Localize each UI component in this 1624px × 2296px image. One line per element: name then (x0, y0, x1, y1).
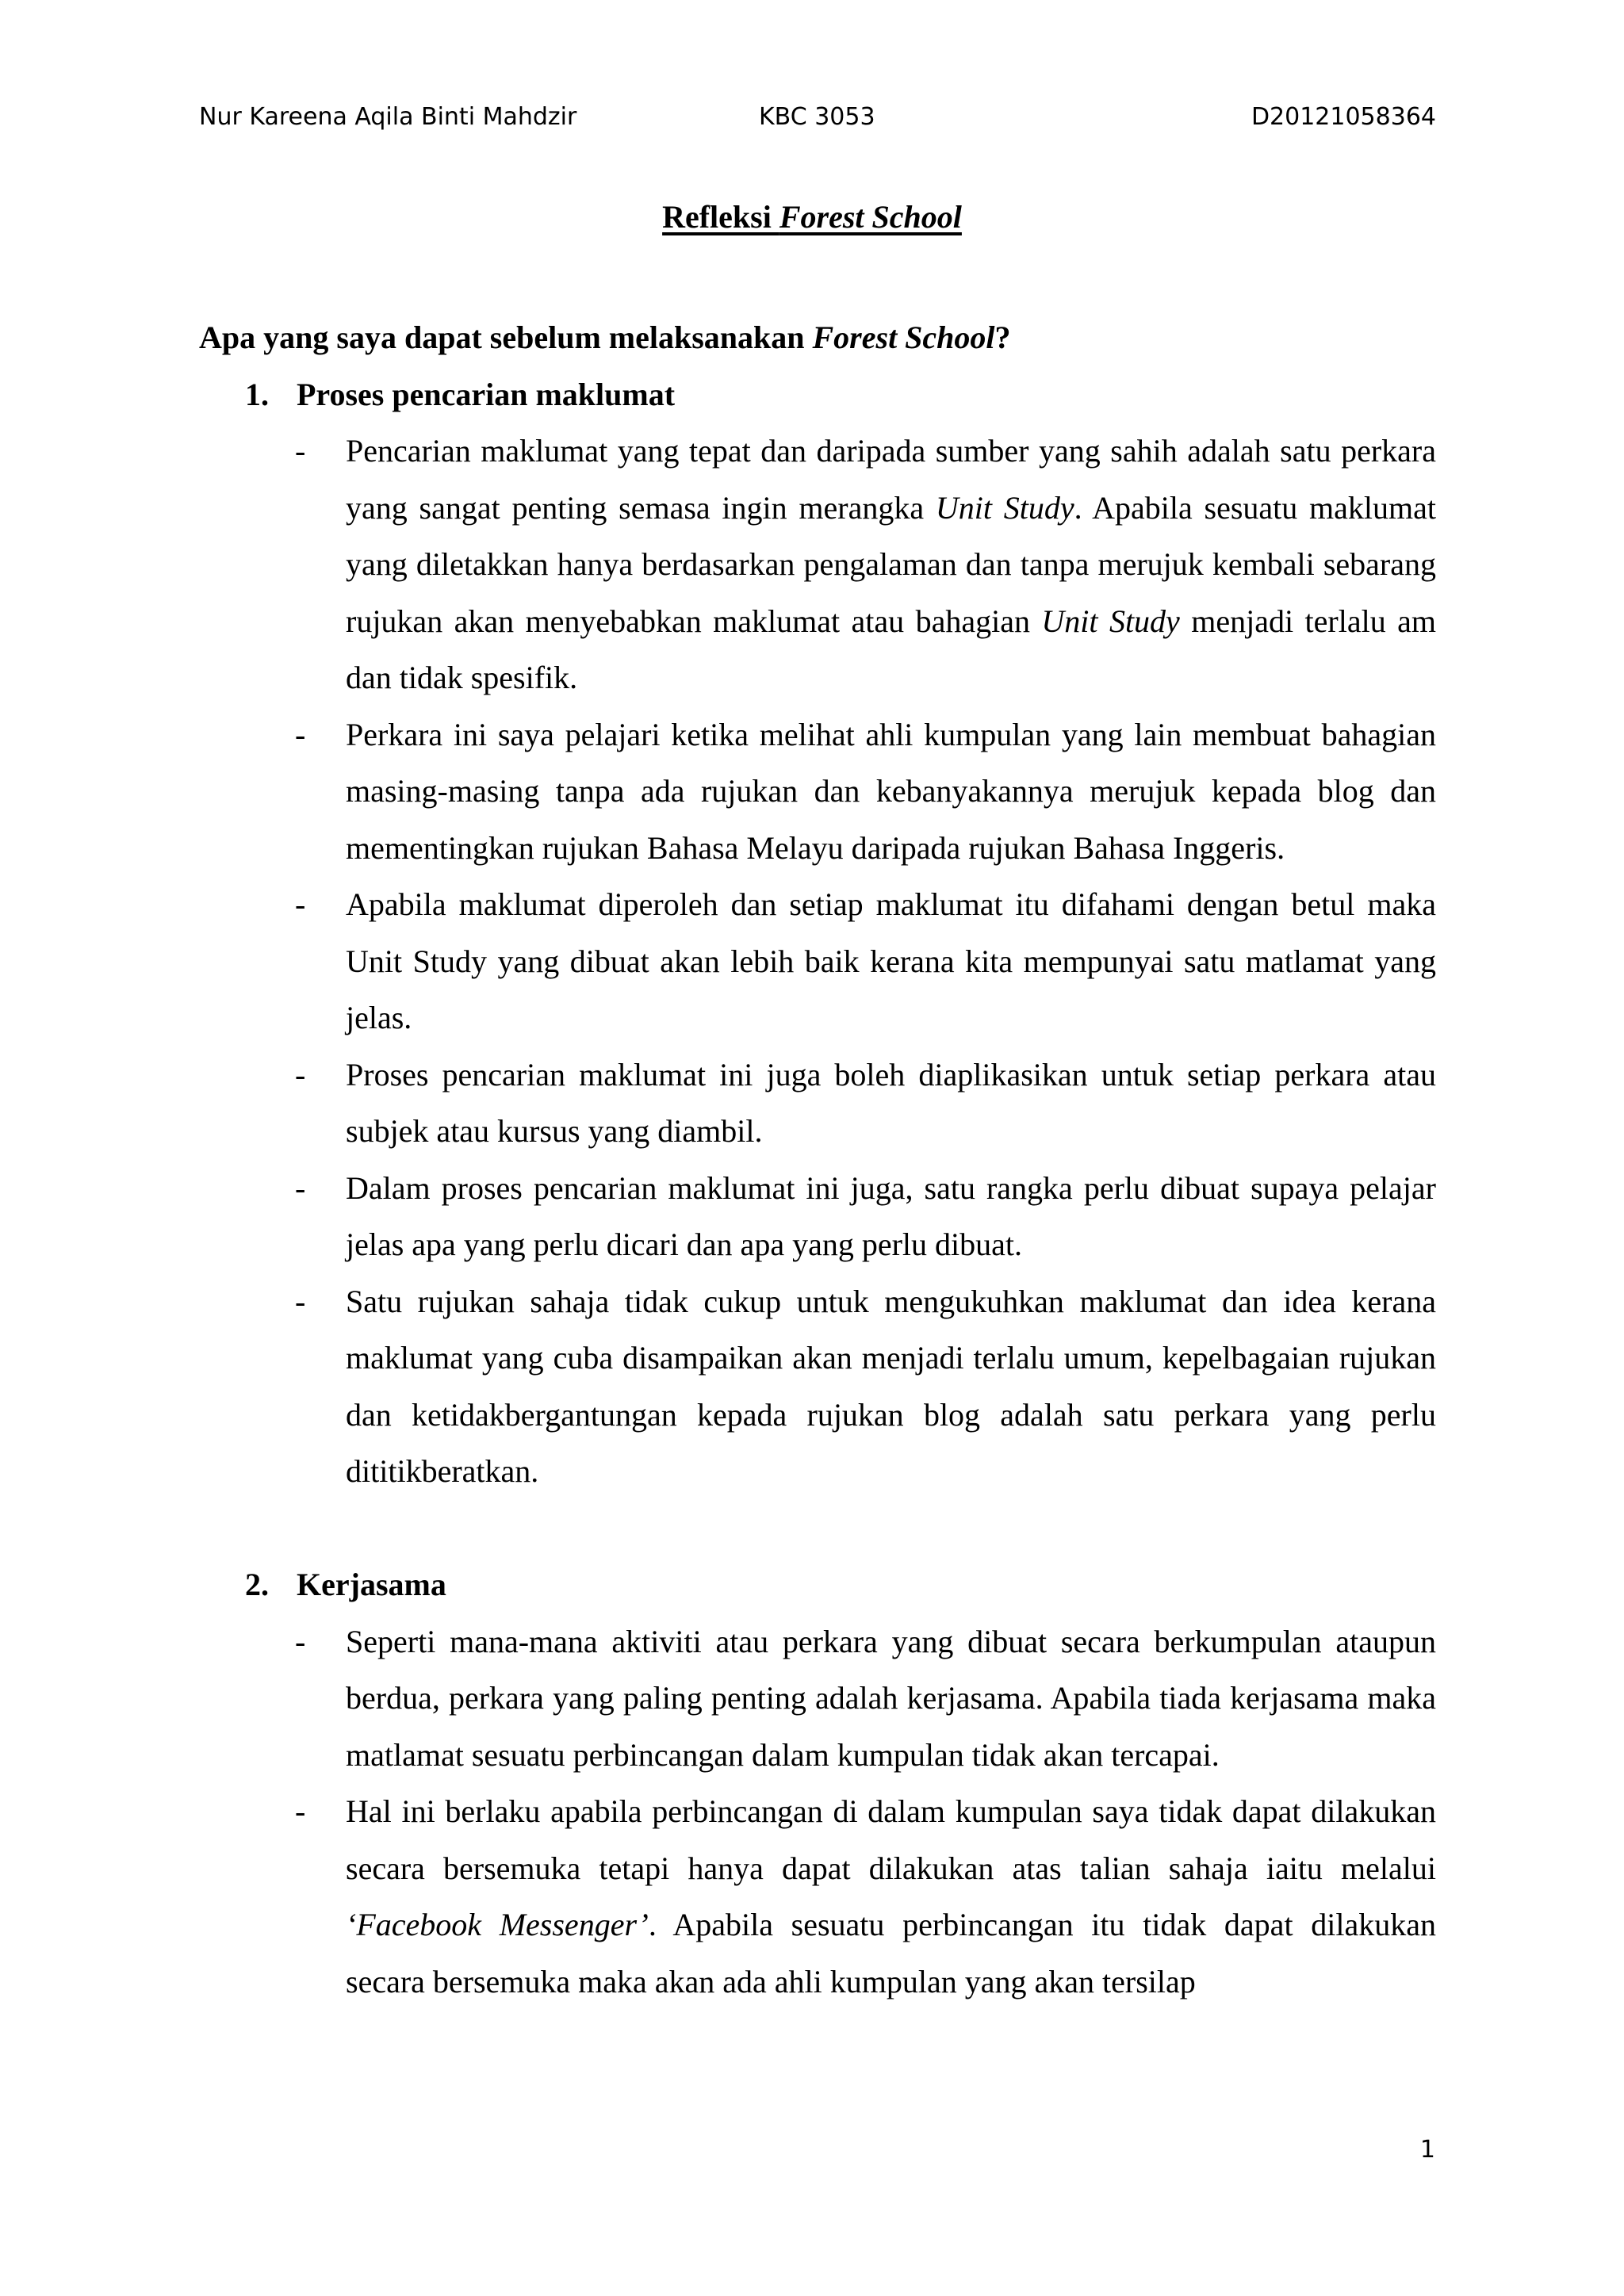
question-heading (199, 309, 1436, 366)
section-title: Proses pencarian maklumat (297, 376, 676, 412)
title-prefix: Refleksi (662, 199, 779, 235)
list-item (199, 1783, 1436, 2010)
list-item (199, 1047, 1436, 1160)
section-heading (199, 366, 1436, 423)
dash-marker: - (295, 1056, 306, 1093)
section-number: 1. (245, 376, 269, 412)
list-item-text: . Apabila sesuatu perbincangan itu tidak dapat dilakukan secara bersemuka maka akan ada ahli kumpulan yang akan tersilap (346, 1907, 1436, 1999)
list-item (199, 1273, 1436, 1500)
question-suffix: ? (994, 320, 1011, 355)
list-item (199, 1160, 1436, 1273)
list-item-text: Satu rujukan sahaja tidak cukup untuk mengukuhkan maklumat dan idea kerana maklumat yang cuba disampaikan akan menjadi terlalu umum, kepelbagaian rujukan dan ketidakbergantungan kepada rujukan blog adalah satu perkara yang perlu dititikberatkan. (346, 1283, 1436, 1489)
section-1 (199, 366, 1436, 1500)
header-student-id: D20121058364 (1251, 103, 1436, 131)
list-item-text: Dalam proses pencarian maklumat ini juga, satu rangka perlu dibuat supaya pelajar jelas apa yang perlu dicari dan apa yang perlu dibuat. (346, 1169, 1436, 1262)
dash-marker: - (295, 716, 306, 752)
dash-marker: - (295, 433, 306, 469)
list-item-italic: Unit Study (935, 489, 1074, 526)
header-course-code: KBC 3053 (759, 103, 875, 131)
list-item-text: menjadi terlalu am dan tidak spesifik. (346, 603, 1436, 695)
list-item (199, 423, 1436, 706)
page-number: 1 (1419, 2136, 1435, 2164)
section-title: Kerjasama (297, 1567, 446, 1602)
paragraph-spacer (199, 1500, 1436, 1557)
list-item-text: Seperti mana-mana aktiviti atau perkara yang dibuat secara berkumpulan ataupun berdua, perkara yang paling penting adalah kerjasama. Apabila tiada kerjasama maka matlamat sesuatu perbincangan dalam kumpulan tidak akan tercapai. (346, 1623, 1436, 1773)
section-heading (199, 1556, 1436, 1613)
section-2 (199, 1556, 1436, 2010)
list-item-text: Pencarian maklumat yang tepat dan daripada sumber yang sahih adalah satu perkara yang sangat penting semasa ingin merangka (346, 433, 1436, 526)
dash-marker: - (295, 1283, 306, 1319)
question-italic: Forest School (812, 320, 995, 355)
page-title (0, 195, 1624, 239)
list-item-text: Apabila maklumat diperoleh dan setiap maklumat itu difahami dengan betul maka Unit Study yang dibuat akan lebih baik kerana kita mempunyai satu matlamat yang jelas. (346, 886, 1436, 1035)
dash-marker: - (295, 886, 306, 922)
header-author-name: Nur Kareena Aqila Binti Mahdzir (199, 103, 577, 131)
list-item-text: Hal ini berlaku apabila perbincangan di dalam kumpulan saya tidak dapat dilakukan secara bersemuka tetapi hanya dapat dilakukan atas talian sahaja iaitu melalui (346, 1793, 1436, 1886)
list-item (199, 876, 1436, 1047)
question-prefix: Apa yang saya dapat sebelum melaksanakan (199, 320, 813, 355)
list-item-text: Perkara ini saya pelajari ketika melihat ahli kumpulan yang lain membuat bahagian masing-masing tanpa ada rujukan dan kebanyakannya merujuk kepada blog dan mementingkan rujukan Bahasa Melayu daripada rujukan Bahasa Inggeris. (346, 716, 1436, 866)
list-item (199, 706, 1436, 877)
dash-marker: - (295, 1623, 306, 1659)
section-number: 2. (245, 1567, 269, 1602)
list-item-text: Proses pencarian maklumat ini juga boleh diaplikasikan untuk setiap perkara atau subjek atau kursus yang diambil. (346, 1056, 1436, 1149)
page-header (199, 98, 1436, 136)
list-item-italic: ‘Facebook Messenger’ (346, 1907, 649, 1942)
document-body (199, 309, 1436, 2010)
list-item (199, 1613, 1436, 1784)
title-italic: Forest School (779, 199, 962, 235)
list-item-italic: Unit Study (1041, 603, 1180, 639)
list-item-text: . Apabila sesuatu maklumat yang diletakkan hanya berdasarkan pengalaman dan tanpa merujuk kembali sebarang rujukan akan menyebabkan maklumat atau bahagian (346, 489, 1436, 639)
dash-marker: - (295, 1169, 306, 1206)
dash-marker: - (295, 1793, 306, 1829)
